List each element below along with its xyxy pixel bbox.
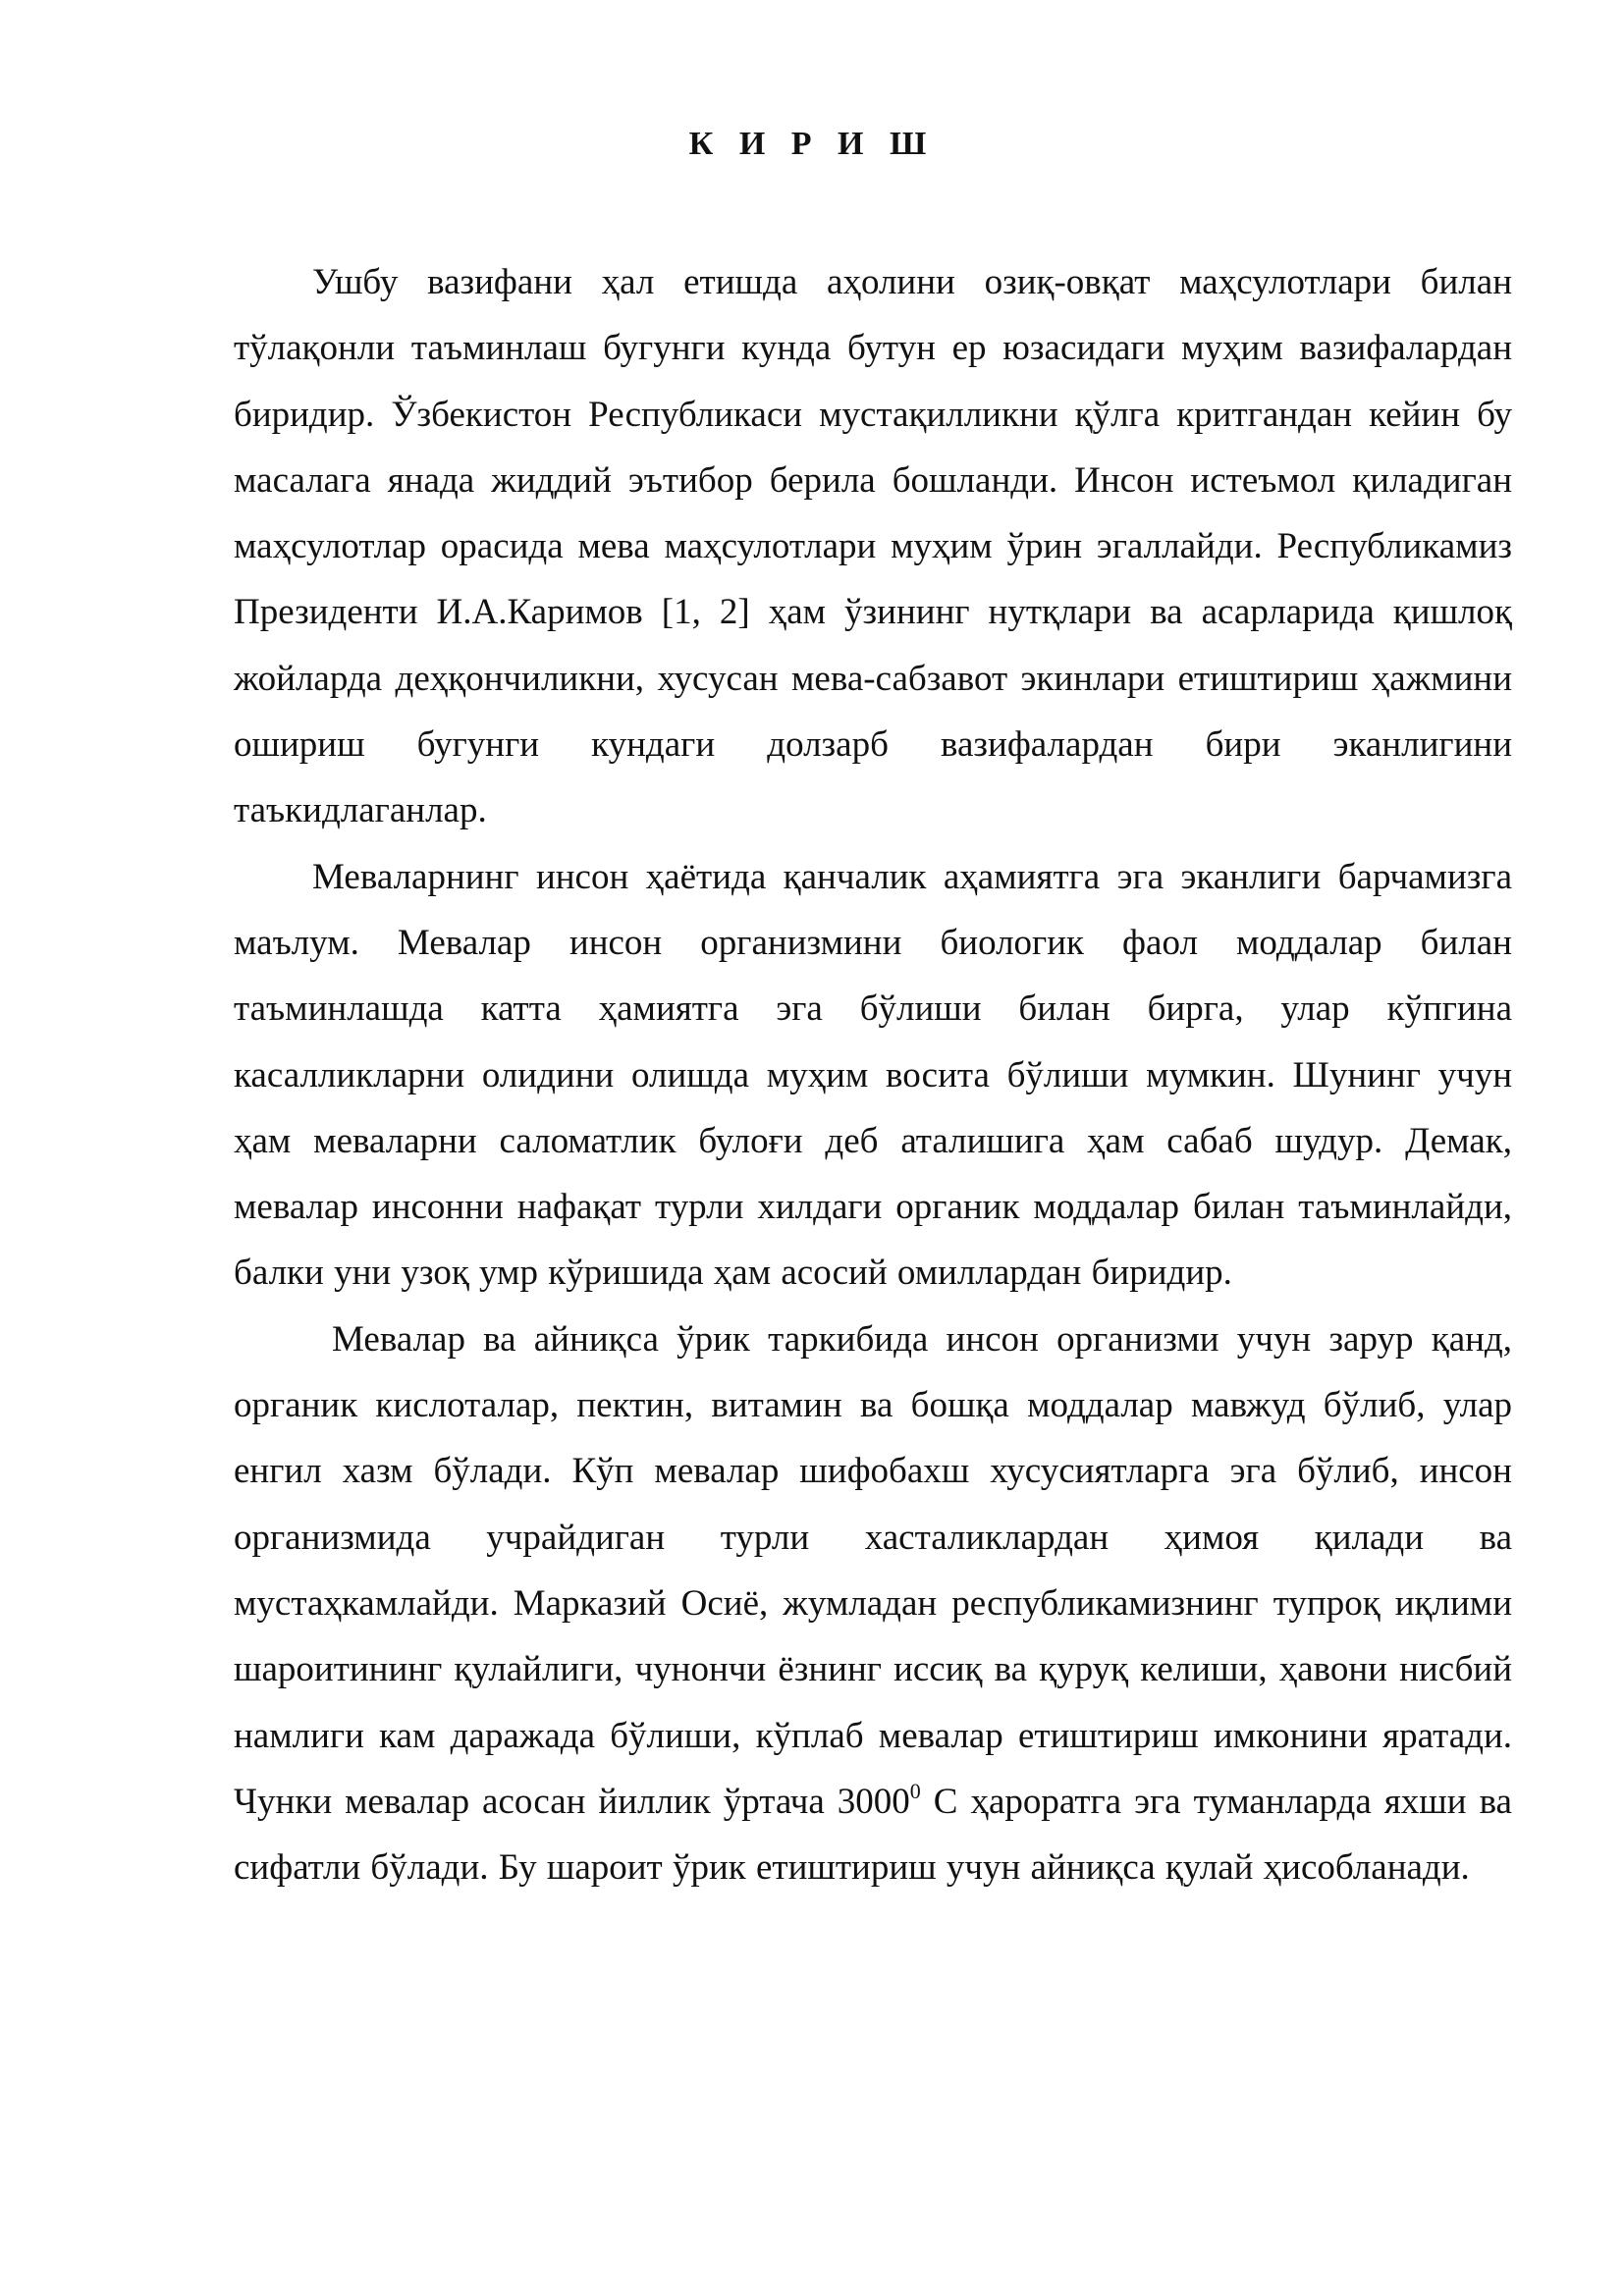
- paragraph-3: [234, 1307, 1512, 1901]
- document-body: [234, 249, 1512, 1900]
- paragraph-3-text-before: Мевалар ва айниқса ўрик таркибида инсон организми учун зарур қанд, органик кислоталар, пектин, витамин ва бошқа моддалар мавжуд бўлиб, улар енгил хазм бўлади. Кўп мевалар шифобахш хусусиятларга эга бўлиб, инсон организмида учрайдиган турли хасталиклардан ҳимоя қилади ва мустаҳкамлайди. Марказий Осиё, жумладан республикамизнинг тупроқ иқлими шароитининг қулайлиги, чунончи ёзнинг иссиқ ва қуруқ келиши, ҳавони нисбий намлиги кам даражада бўлиши, кўплаб мевалар етиштириш имконини яратади. Чунки мевалар асосан йиллик ўртача 3000: [234, 1318, 1512, 1822]
- degree-superscript: 0: [909, 1778, 921, 1803]
- paragraph-1: Ушбу вазифани ҳал етишда аҳолини озиқ-овқат маҳсулотлари билан тўлақонли таъминлаш бугунги кунда бутун ер юзасидаги муҳим вазифалардан биридир. Ўзбекистон Республикаси мустақилликни қўлга критгандан кейин бу масалага янада жиддий эътибор берила бошланди. Инсон истеъмол қиладиган маҳсулотлар орасида мева маҳсулотлари муҳим ўрин эгаллайди. Республикамиз Президенти И.А.Каримов [1, 2] ҳам ўзининг нутқлари ва асарларида қишлоқ жойларда деҳқончиликни, хусусан мева-сабзавот экинлари етиштириш ҳажмини ошириш бугунги кундаги долзарб вазифалардан бири эканлигини таъкидлаганлар.: [234, 262, 1512, 831]
- document-title: К И Р И Ш: [688, 126, 936, 162]
- paragraph-2: Меваларнинг инсон ҳаётида қанчалик аҳамиятга эга эканлиги барчамизга маълум. Мевалар инсон организмини биологик фаол моддалар билан таъминлашда катта ҳамиятга эга бўлиши билан бирга, улар кўпгина касалликларни олидини олишда муҳим восита бўлиши мумкин. Шунинг учун ҳам меваларни саломатлик булоғи деб аталишига ҳам сабаб шудур. Демак, мевалар инсонни нафақат турли хилдаги органик моддалар билан таъминлайди, балки уни узоқ умр кўришида ҳам асосий омиллардан биридир.: [234, 856, 1512, 1294]
- paragraph-3-text-after: С ҳароратга эга туманларда яхши ва сифатли бўлади. Бу шароит ўрик етиштириш учун айниқса қулай ҳисобланади.: [234, 1781, 1512, 1889]
